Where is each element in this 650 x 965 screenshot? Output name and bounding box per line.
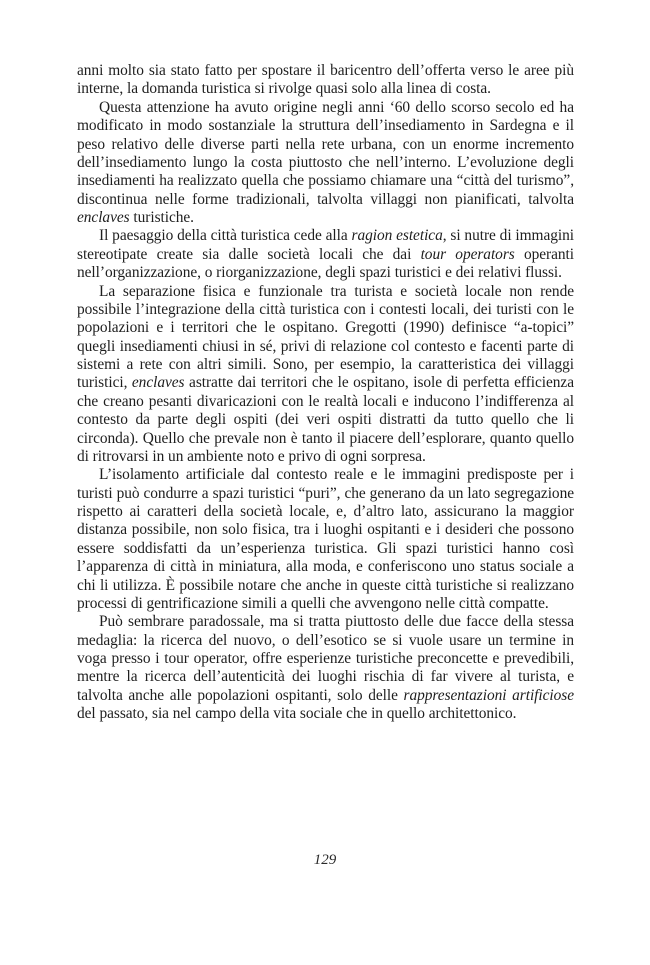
paragraph-6 <box>77 613 574 723</box>
paragraph-3 <box>77 227 574 282</box>
text-run: L’isolamento artificiale dal contesto reale e le immagini predisposte per i turisti può condurre a spazi turistici “puri”, che generano da un lato segregazione rispetto ai caratteri della società locale, e, d’altro lato, assicurano la maggior distanza possibile, non solo fisica, tra i luoghi ospitanti e i desideri che possono essere soddisfatti da un’esperienza turistica. Gli spazi turistici hanno così l’apparenza di città in miniatura, alla moda, e conferiscono uno status sociale a chi li utilizza. È possibile notare che anche in queste città turistiche si realizzano processi di gentrificazione simili a quelli che avvengono nelle città compatte. <box>77 466 574 612</box>
text-run: , si nutre di immagini stereotipate create sia dalle società locali che dai <box>77 227 575 263</box>
text-run: La separazione fisica e funzionale tra turista e società locale non rende possibile l’integrazione della città turistica con i contesti locali, dei turisti con le popolazioni e i territori che le ospitano. Gregotti (1990) definisce “a-topici” quegli insediamenti chiusi in sé, privi di relazione col contesto e facenti parte di sistemi a rete con altri simili. Sono, per esempio, la caratteristica dei villaggi turistici, <box>77 282 574 392</box>
text-run: Può sembrare paradossale, ma si tratta piuttosto delle due facce della stessa medaglia: la ricerca del nuovo, o dell’esotico se si vuole usare un termine in voga presso i tour operator, offre esperienze turistiche preconcette e prevedibili, mentre la ricerca dell’autenticità dei luoghi rischia di far vivere al turista, e talvolta anche alle popolazioni ospitanti, solo delle <box>77 613 574 704</box>
paragraph-4 <box>77 283 574 467</box>
text-run: astratte dai territori che le ospitano, isole di perfetta efficienza che creano pesanti divaricazioni con le realtà locali e inducono l’indifferenza al contesto da parte degli ospiti (dei veri ospiti distratti da tutto quello che li circonda). Quello che prevale non è tanto il piacere dell’esplorare, quanto quello di ritrovarsi in un ambiente noto e privo di ogni sorpresa. <box>77 374 574 465</box>
text-run: Il paesaggio della città turistica cede alla <box>99 227 352 245</box>
page-body <box>77 62 574 724</box>
italic-text: enclaves <box>131 374 185 392</box>
text-run: turistiche. <box>129 209 194 226</box>
page-number: 129 <box>313 852 337 868</box>
text-run: Questa attenzione ha avuto origine negli anni ‘60 dello scorso secolo ed ha modificato in modo sostanziale la struttura dell’insediamento in Sardegna e il peso relativo delle diverse parti nella rete urbana, con un enorme incremento dell’insediamento lungo la costa piuttosto che nell’interno. L’evoluzione degli insediamenti ha realizzato quella che possiamo chiamare una “città del turismo”, discontinua nelle forme tradizionali, talvolta villaggi non pianificati, talvolta <box>77 98 574 208</box>
italic-text: enclaves <box>77 209 130 226</box>
italic-text: ragion estetica <box>351 227 443 245</box>
italic-text: tour operators <box>420 245 515 263</box>
italic-text: rappresentazioni artificiose <box>403 686 575 704</box>
text-run: anni molto sia stato fatto per spostare il baricentro dell’offerta verso le aree più interne, la domanda turistica si rivolge quasi solo alla linea di costa. <box>77 62 574 98</box>
text-run: del passato, sia nel campo della vita sociale che in quello architettonico. <box>77 705 517 723</box>
paragraph-1 <box>77 62 574 99</box>
paragraph-2 <box>77 99 574 228</box>
paragraph-5 <box>77 466 574 613</box>
text-run: operanti nell’organizzazione, o riorganizzazione, degli spazi turistici e dei relativi flussi. <box>77 245 574 282</box>
